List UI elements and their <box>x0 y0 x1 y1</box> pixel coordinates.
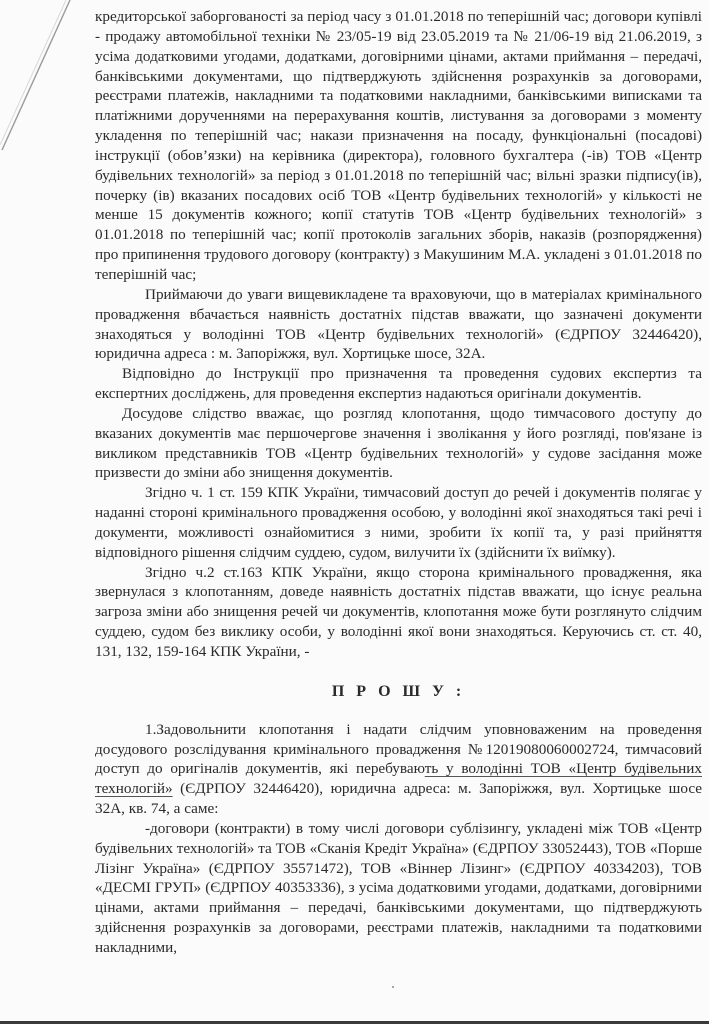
paragraph-article-159: Згідно ч. 1 ст. 159 КПК України, тимчасовий доступ до речей і документів полягає у наданні стороні кримінального провадження особою, у володінні якої знаходяться такі речі і документи, можливості ознайомитися з ними, зробити їх копії та, у разі прийняття відповідного рішення слідчим суддею, судом, вилучити їх (здійснити їх виїмку). <box>95 484 702 561</box>
request-1-text-b: (ЄДРПОУ 32446420), юридична адреса: м. Запоріжжя, вул. Хортицьке шосе 32А, кв. 74, а саме: <box>95 780 702 818</box>
request-heading: П Р О Ш У : <box>331 682 466 700</box>
paragraph-urgency: Досудове слідство вважає, що розгляд клопотання, щодо тимчасового доступу до вказаних документів має першочергове значення і зволікання у його розгляді, пов'язане із викликом представників ТОВ «Центр будівельних технологій» у судове засідання може призвести до зміни або знищення документів. <box>95 404 702 482</box>
paper-fold-line <box>0 0 80 300</box>
request-1-text-a: 1.Задовольнити клопотання і надати слідчим уповноваженим на проведення досудового розслідування кримінального провадження №12019080060002724, тимчасовий доступ до оригіналів документів, які перебуваю <box>95 720 702 778</box>
paragraph-document-list: кредиторської заборгованості за період часу з 01.01.2018 по теперішній час; договори купівлі - продажу автомобільної техніки № 23/05-19 від 23.05.2019 та № 21/06-19 від 21.06.2019, з усіма додатковими угодами, додатками, договірними цінами, актами приймання – передачі, банківськими документами, що підтверджують здійснення розрахунків за договорами, реєстрами платежів, накладними та податковими накладними, банківськими виписками та платіжними дорученнями на перерахування коштів, листування за договорами з моменту укладення по теперішній час; накази призначення на посаду, функціональні (посадові) інструкції (обов’язки) на керівника (директора), головного бухгалтера (-ів) ТОВ «Центр будівельних технологій» за період з 01.01.2018 по теперішній час; вільні зразки підпису(ів), почерку (ів) вказаних посадових осіб ТОВ «Центр будівельних технологій» у кількості не менше 15 документів кожного; копії статутів ТОВ «Центр будівельних технологій» з 01.01.2018 по теперішній час; копії протоколів загальних зборів, наказів (розпорядження) про припинення трудового договору (контракту) з Макушиним М.А. укладені з 01.01.2018 по теперішній час; <box>95 8 702 283</box>
scan-speck <box>392 986 394 988</box>
paragraph-article-163: Згідно ч.2 ст.163 КПК України, якщо сторона кримінального провадження, яка звернулася з клопотанням, доведе наявність достатніх підстав вважати, що існує реальна загроза зміни або знищення речей чи документів, клопотання може бути розглянуто слідчим суддею, судом без виклику особи, у володінні якої вони знаходяться. Керуючись ст. ст. 40, 131, 132, 159-164 КПК України, - <box>95 563 702 660</box>
paragraph-instruction: Відповідно до Інструкції про призначення та проведення судових експертиз та експертних досліджень, для проведення експертиз надаються оригінали документів. <box>95 365 702 403</box>
request-1-underlined-text: ть у володінні ТОВ «Центр будівельних технологій» <box>95 760 702 798</box>
paragraph-considering: Приймаючи до уваги вищевикладене та враховуючи, що в матеріалах кримінального провадження вбачається наявність достатніх підстав вважати, що зазначені документи знаходяться у володінні ТОВ «Центр будівельних технологій» (ЄДРПОУ 32446420), юридична адреса : м. Запоріжжя, вул. Хортицьке шосе, 32А. <box>95 285 702 363</box>
document-page <box>95 0 702 958</box>
paragraph-contracts: -договори (контракти) в тому числі договори сублізингу, укладені між ТОВ «Центр будівельних технологій» та ТОВ «Сканія Кредіт Україна» (ЄДРПОУ 33052443), ТОВ «Порше Лізінг Україна» (ЄДРПОУ 35571472), ТОВ «Віннер Лізинг» (ЄДРПОУ 40334203), ТОВ «ДЕСМІ ГРУП» (ЄДРПОУ 40353336), з усіма додатковими угодами, додатками, договірними цінами, актами приймання – передачі, банківськими документами, що підтверджують здійснення розрахунків за договорами, реєстрами платежів, накладними та податковими накладними, <box>95 819 702 956</box>
paragraph-request-1 <box>95 720 702 819</box>
